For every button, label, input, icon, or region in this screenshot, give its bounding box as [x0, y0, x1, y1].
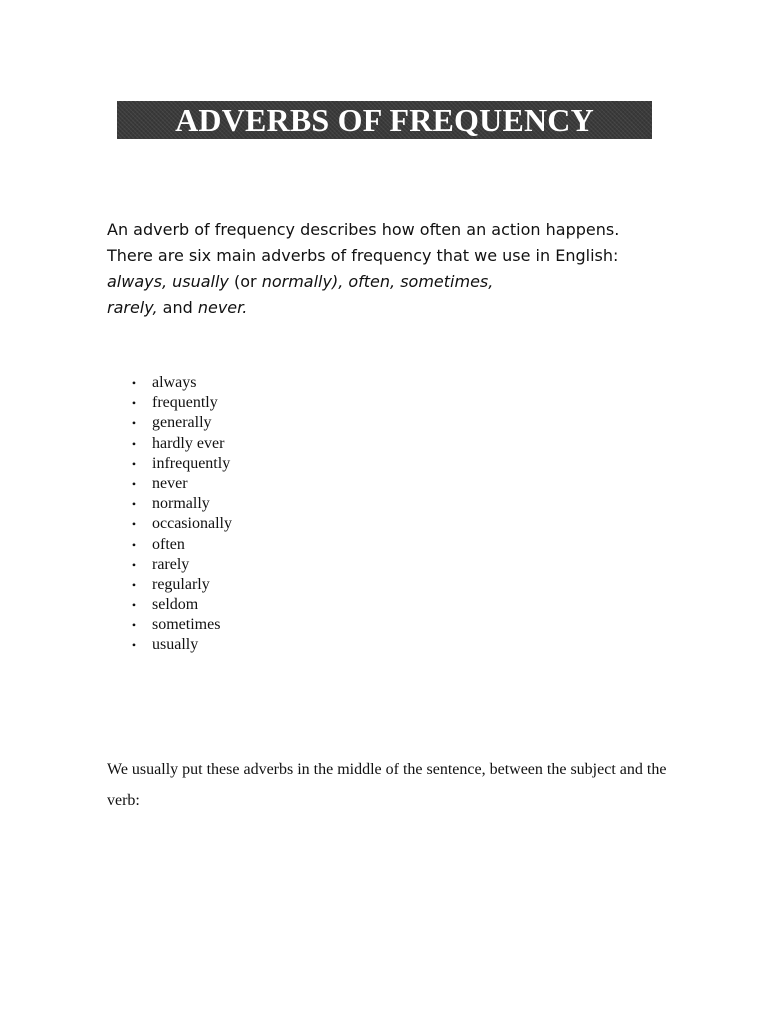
bullet-icon: • [131, 476, 137, 491]
bullet-icon: • [131, 537, 137, 552]
bullet-icon: • [131, 517, 137, 532]
list-item [131, 494, 232, 514]
bullet-icon: • [131, 557, 137, 572]
list-item-label: often [152, 535, 185, 553]
intro-italic-rarely: rarely, [107, 298, 158, 317]
list-item-label: hardly ever [152, 434, 225, 452]
list-item [131, 555, 232, 575]
bullet-icon: • [131, 416, 137, 431]
list-item [131, 595, 232, 615]
list-item-label: regularly [152, 575, 210, 593]
bullet-icon: • [131, 618, 137, 633]
list-item [131, 514, 232, 534]
list-item [131, 615, 232, 635]
intro-italic-always-usually: always, usually [107, 272, 229, 291]
list-item-label: always [152, 374, 197, 391]
list-item [131, 575, 232, 595]
list-item [131, 454, 232, 474]
list-item-label: generally [152, 414, 212, 432]
intro-text-and: and [157, 298, 198, 317]
list-item-label: rarely [152, 555, 190, 573]
adverb-list [131, 373, 232, 656]
outro-paragraph: We usually put these adverbs in the middle of the sentence, between the subject and the verb: [107, 761, 667, 809]
list-item-label: frequently [152, 394, 218, 412]
list-item-label: infrequently [152, 454, 231, 472]
list-item [131, 434, 232, 454]
list-item [131, 535, 232, 555]
bullet-icon: • [131, 577, 137, 592]
bullet-icon: • [131, 598, 137, 613]
intro-italic-never: never. [197, 298, 248, 317]
list-item [131, 474, 232, 494]
list-item-label: never [152, 474, 188, 492]
list-item-label: seldom [152, 596, 199, 614]
bullet-icon: • [131, 497, 137, 512]
list-item [131, 393, 232, 413]
list-item-label: occasionally [152, 515, 232, 533]
page-title: ADVERBS OF FREQUENCY [175, 102, 594, 138]
bullet-icon: • [131, 396, 137, 411]
intro-paragraph [107, 217, 667, 321]
intro-text-or: (or [228, 272, 262, 291]
intro-text: An adverb of frequency describes how often an action happens. There are six main adverbs of frequency that we use in English: [107, 220, 620, 265]
list-item [131, 373, 232, 393]
list-item-label: normally [152, 495, 210, 513]
bullet-icon: • [131, 456, 137, 471]
list-item-label: usually [152, 636, 199, 654]
bullet-icon: • [131, 376, 137, 390]
bullet-icon: • [131, 638, 137, 653]
title-banner [117, 101, 652, 139]
list-item [131, 635, 232, 655]
bullet-icon: • [131, 436, 137, 451]
list-item-label: sometimes [152, 616, 221, 634]
intro-italic-normally-often-sometimes: normally), often, sometimes, [261, 272, 494, 291]
list-item [131, 413, 232, 433]
